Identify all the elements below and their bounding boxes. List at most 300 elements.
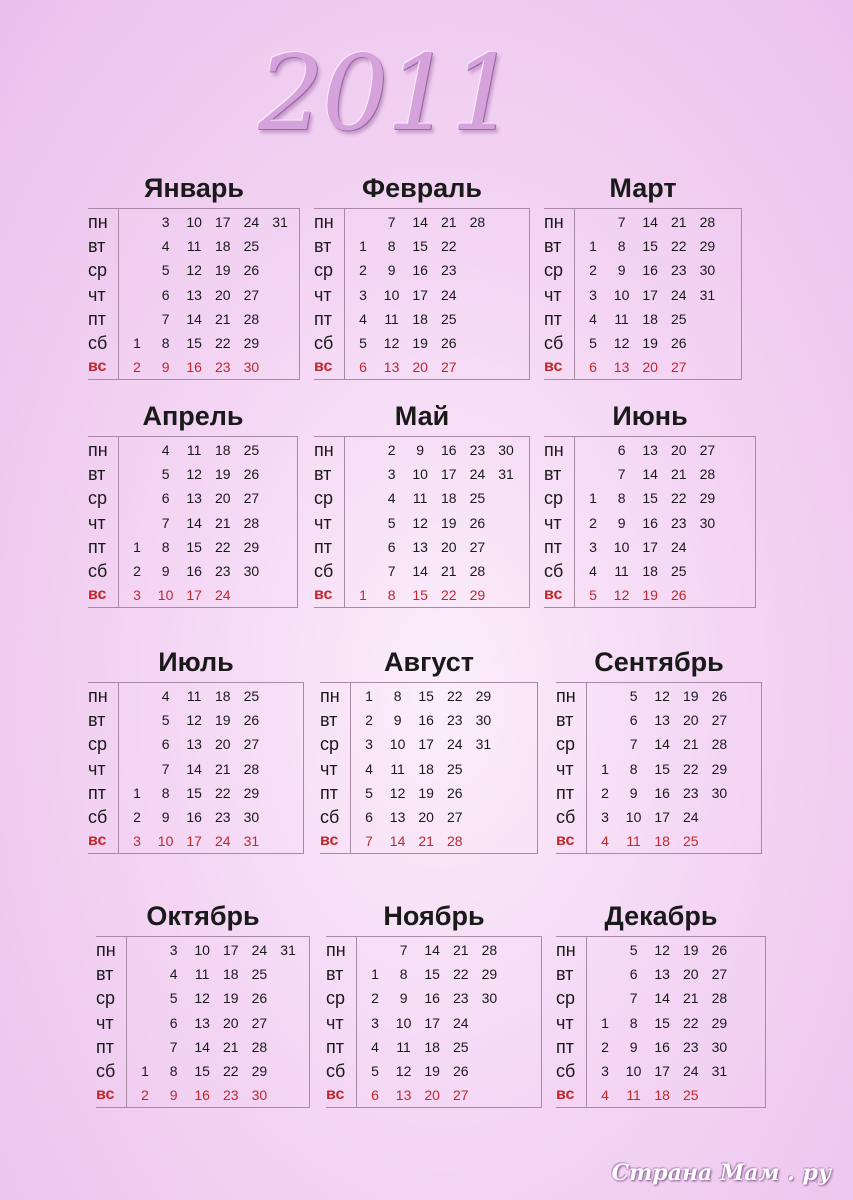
day-number: 3 — [365, 736, 373, 753]
day-number: 6 — [387, 538, 396, 555]
weekday-label: вт — [314, 236, 332, 257]
weekday-label: чт — [314, 512, 332, 533]
weekday-label: пн — [326, 940, 346, 960]
weekday-label: пн — [544, 440, 564, 460]
weekday-row — [320, 805, 538, 829]
month-day-grid — [326, 936, 542, 1108]
weekday-label: ср — [556, 734, 576, 755]
weekday-label: пн — [314, 212, 334, 232]
day-number: 22 — [223, 1063, 239, 1079]
month-title: Декабрь — [604, 901, 718, 931]
day-number: 29 — [699, 490, 716, 507]
day-number: 17 — [642, 286, 658, 303]
weekday-row — [544, 486, 756, 510]
day-number: 3 — [601, 809, 609, 825]
day-number: 10 — [625, 1063, 642, 1079]
weekday-row — [544, 258, 742, 282]
day-number: 7 — [161, 760, 170, 777]
day-number: 15 — [412, 238, 428, 255]
day-number: 7 — [629, 990, 638, 1007]
day-number: 10 — [412, 466, 428, 483]
weekday-row — [544, 331, 742, 355]
day-number: 22 — [215, 784, 231, 801]
day-number: 20 — [683, 712, 699, 729]
month-title: Ноябрь — [383, 901, 485, 931]
day-number: 8 — [393, 688, 402, 704]
weekday-label: пн — [88, 440, 108, 460]
weekday-row — [320, 732, 538, 756]
day-number: 1 — [133, 784, 141, 801]
day-number: 6 — [161, 490, 170, 507]
weekday-row — [96, 1059, 310, 1083]
day-number: 3 — [387, 466, 396, 483]
day-number: 6 — [629, 712, 638, 729]
day-number: 4 — [161, 442, 170, 458]
day-number: 26 — [453, 1063, 469, 1079]
weekday-label: ср — [88, 734, 108, 755]
weekday-label: чт — [326, 1012, 344, 1033]
weekday-row — [96, 1035, 310, 1059]
weekday-row — [314, 438, 530, 462]
day-number: 17 — [441, 466, 457, 483]
year-title: 2011 — [258, 32, 515, 154]
day-number: 25 — [453, 1038, 469, 1055]
day-number: 5 — [161, 262, 170, 279]
day-number: 25 — [469, 490, 486, 507]
day-number: 24 — [453, 1014, 469, 1031]
day-number: 2 — [141, 1087, 149, 1104]
day-number: 14 — [412, 214, 428, 230]
month-calendar — [88, 172, 300, 382]
weekday-row — [320, 757, 538, 781]
day-number: 6 — [365, 809, 373, 825]
day-number: 29 — [243, 335, 260, 351]
day-number: 22 — [441, 587, 457, 604]
day-number: 19 — [215, 466, 231, 483]
weekday-row — [96, 938, 310, 962]
weekday-label: вс — [96, 1086, 115, 1104]
weekday-label: вт — [326, 964, 344, 985]
weekday-label: чт — [88, 758, 106, 779]
day-number: 23 — [441, 262, 457, 279]
day-number: 16 — [642, 262, 658, 279]
day-number: 4 — [589, 563, 597, 579]
weekday-label: вт — [320, 710, 338, 731]
weekday-label: пн — [556, 940, 576, 960]
weekday-label: вс — [88, 832, 107, 850]
day-number: 15 — [424, 966, 440, 983]
month-title: Октябрь — [146, 901, 260, 931]
day-number: 19 — [412, 335, 428, 351]
weekday-row — [556, 781, 762, 805]
sunday-row — [326, 1083, 542, 1107]
day-number: 4 — [161, 688, 170, 704]
weekday-row — [556, 757, 762, 781]
day-number: 1 — [359, 587, 367, 604]
day-number: 12 — [654, 942, 670, 958]
day-number: 4 — [387, 490, 396, 507]
weekday-label: сб — [88, 333, 108, 353]
weekday-row — [556, 938, 766, 962]
day-number: 2 — [601, 784, 609, 801]
day-number: 9 — [161, 809, 170, 825]
day-number: 31 — [699, 286, 716, 303]
day-number: 5 — [387, 514, 396, 531]
day-number: 9 — [387, 262, 396, 279]
weekday-row — [88, 234, 300, 258]
weekday-row — [326, 1059, 542, 1083]
weekday-label: сб — [544, 333, 564, 353]
weekday-label: пн — [544, 212, 564, 232]
weekday-row — [544, 559, 756, 583]
weekday-label: ср — [314, 260, 334, 281]
weekday-label: пт — [88, 782, 106, 803]
day-number: 29 — [699, 238, 716, 255]
day-number: 17 — [186, 833, 202, 850]
weekday-label: чт — [88, 512, 106, 533]
weekday-row — [326, 986, 542, 1010]
weekday-label: ср — [556, 988, 576, 1009]
weekday-label: сб — [320, 807, 340, 827]
day-number: 13 — [654, 712, 670, 729]
weekday-row — [320, 708, 538, 732]
day-number: 19 — [223, 990, 239, 1007]
weekday-row — [88, 462, 298, 486]
sunday-row — [544, 355, 742, 379]
day-number: 1 — [371, 966, 379, 983]
day-number: 28 — [711, 736, 728, 753]
day-number: 28 — [481, 942, 498, 958]
day-number: 21 — [671, 214, 687, 230]
watermark-logo: Страна Мам . ру — [611, 1160, 831, 1186]
day-number: 16 — [186, 563, 202, 579]
weekday-label: вт — [88, 236, 106, 257]
month-title: Февраль — [362, 173, 482, 203]
weekday-label: чт — [544, 512, 562, 533]
day-number: 10 — [613, 538, 630, 555]
weekday-row — [88, 781, 304, 805]
day-number: 7 — [387, 214, 396, 230]
weekday-row — [556, 1035, 766, 1059]
day-number: 22 — [447, 688, 463, 704]
day-number: 28 — [243, 760, 260, 777]
day-number: 20 — [424, 1087, 440, 1104]
weekday-row — [88, 258, 300, 282]
day-number: 16 — [424, 990, 440, 1007]
day-number: 9 — [617, 262, 626, 279]
day-number: 15 — [194, 1063, 210, 1079]
day-number: 25 — [683, 1087, 699, 1104]
weekday-row — [314, 307, 530, 331]
day-number: 23 — [671, 514, 687, 531]
weekday-label: чт — [556, 1012, 574, 1033]
weekday-row — [544, 438, 756, 462]
day-number: 21 — [223, 1038, 239, 1055]
day-number: 27 — [243, 736, 260, 753]
day-number: 31 — [272, 214, 288, 230]
weekday-row — [326, 938, 542, 962]
weekday-row — [556, 962, 766, 986]
sunday-row — [88, 583, 298, 607]
day-number: 20 — [412, 359, 428, 376]
weekday-label: ср — [88, 260, 108, 281]
day-number: 9 — [617, 514, 626, 531]
day-number: 5 — [169, 990, 178, 1007]
weekday-label: сб — [326, 1061, 346, 1081]
weekday-row — [544, 462, 756, 486]
month-title: Сентябрь — [594, 647, 724, 677]
day-number: 6 — [161, 736, 170, 753]
day-number: 27 — [447, 809, 463, 825]
sunday-row — [88, 355, 300, 379]
day-number: 20 — [215, 736, 231, 753]
month-title: Июль — [158, 647, 234, 677]
day-number: 15 — [642, 238, 658, 255]
day-number: 12 — [389, 784, 406, 801]
weekday-label: вт — [88, 464, 106, 485]
day-number: 23 — [683, 1038, 699, 1055]
day-number: 24 — [441, 286, 457, 303]
day-number: 25 — [671, 563, 687, 579]
month-calendar — [88, 646, 304, 856]
weekday-row — [544, 234, 742, 258]
weekday-row — [88, 331, 300, 355]
day-number: 2 — [387, 442, 396, 458]
weekday-label: пн — [88, 686, 108, 706]
day-number: 18 — [412, 310, 428, 327]
month-day-grid — [544, 208, 742, 380]
weekday-row — [88, 805, 304, 829]
weekday-label: чт — [314, 284, 332, 305]
day-number: 7 — [387, 563, 396, 579]
day-number: 1 — [359, 238, 367, 255]
weekday-row — [314, 283, 530, 307]
day-number: 10 — [194, 942, 210, 958]
weekday-label: пт — [544, 308, 562, 329]
day-number: 24 — [215, 587, 231, 604]
day-number: 28 — [711, 990, 728, 1007]
day-number: 17 — [223, 942, 239, 958]
month-calendar — [544, 172, 742, 382]
weekday-row — [314, 511, 530, 535]
weekday-row — [96, 962, 310, 986]
sunday-row — [314, 355, 530, 379]
weekday-label: сб — [88, 807, 108, 827]
day-number: 11 — [186, 688, 202, 704]
day-number: 25 — [671, 310, 687, 327]
month-day-grid — [88, 682, 304, 854]
month-calendar — [314, 172, 530, 382]
weekday-label: чт — [96, 1012, 114, 1033]
weekday-label: вс — [88, 358, 107, 376]
weekday-row — [544, 210, 742, 234]
day-number: 5 — [161, 712, 170, 729]
day-number: 23 — [223, 1087, 239, 1104]
day-number: 4 — [169, 966, 178, 983]
day-number: 20 — [441, 538, 457, 555]
weekday-row — [88, 559, 298, 583]
weekday-row — [556, 1059, 766, 1083]
weekday-label: пт — [88, 536, 106, 557]
day-number: 15 — [654, 1014, 670, 1031]
sunday-row — [314, 583, 530, 607]
day-number: 16 — [186, 809, 202, 825]
weekday-row — [314, 559, 530, 583]
weekday-label: вс — [556, 1086, 575, 1104]
weekday-label: пн — [320, 686, 340, 706]
day-number: 25 — [683, 833, 699, 850]
day-number: 11 — [614, 310, 629, 327]
day-number: 18 — [418, 760, 434, 777]
weekday-label: пт — [88, 308, 106, 329]
day-number: 9 — [161, 563, 170, 579]
weekday-row — [556, 684, 762, 708]
day-number: 4 — [589, 310, 597, 327]
day-number: 13 — [186, 736, 202, 753]
weekday-row — [88, 757, 304, 781]
day-number: 23 — [215, 563, 231, 579]
day-number: 23 — [671, 262, 687, 279]
day-number: 15 — [186, 784, 202, 801]
weekday-label: вт — [314, 464, 332, 485]
weekday-label: ср — [544, 488, 564, 509]
day-number: 10 — [389, 736, 406, 753]
day-number: 19 — [642, 587, 658, 604]
day-number: 14 — [654, 990, 670, 1007]
day-number: 3 — [133, 587, 141, 604]
day-number: 8 — [629, 1014, 638, 1031]
day-number: 28 — [469, 214, 486, 230]
day-number: 8 — [387, 238, 396, 255]
day-number: 26 — [469, 514, 486, 531]
day-number: 13 — [389, 809, 406, 825]
day-number: 9 — [169, 1087, 178, 1104]
day-number: 13 — [654, 966, 670, 983]
weekday-row — [88, 210, 300, 234]
day-number: 15 — [654, 760, 670, 777]
day-number: 21 — [683, 736, 699, 753]
day-number: 14 — [412, 563, 428, 579]
sunday-row — [556, 829, 762, 853]
weekday-row — [314, 258, 530, 282]
weekday-row — [326, 1011, 542, 1035]
day-number: 18 — [223, 966, 239, 983]
day-number: 28 — [699, 466, 716, 483]
day-number: 27 — [671, 359, 687, 376]
day-number: 28 — [251, 1038, 268, 1055]
day-number: 9 — [393, 712, 402, 729]
day-number: 29 — [251, 1063, 268, 1079]
day-number: 10 — [157, 833, 174, 850]
day-number: 17 — [215, 214, 231, 230]
weekday-row — [556, 1011, 766, 1035]
day-number: 31 — [475, 736, 492, 753]
day-number: 28 — [469, 563, 486, 579]
sunday-row — [556, 1083, 766, 1107]
weekday-label: вс — [320, 832, 339, 850]
day-number: 8 — [617, 490, 626, 507]
weekday-row — [88, 732, 304, 756]
day-number: 12 — [186, 262, 202, 279]
day-number: 12 — [186, 466, 202, 483]
day-number: 19 — [215, 262, 231, 279]
day-number: 8 — [161, 335, 170, 351]
day-number: 29 — [711, 1014, 728, 1031]
weekday-row — [314, 535, 530, 559]
day-number: 1 — [141, 1063, 149, 1079]
day-number: 12 — [383, 335, 400, 351]
day-number: 10 — [625, 809, 642, 825]
day-number: 21 — [418, 833, 434, 850]
day-number: 12 — [395, 1063, 412, 1079]
day-number: 30 — [481, 990, 498, 1007]
day-number: 2 — [589, 514, 597, 531]
day-number: 20 — [418, 809, 434, 825]
weekday-label: ср — [88, 488, 108, 509]
day-number: 21 — [441, 563, 457, 579]
weekday-row — [88, 511, 298, 535]
weekday-row — [544, 307, 742, 331]
day-number: 3 — [371, 1014, 379, 1031]
day-number: 5 — [371, 1063, 379, 1079]
day-number: 12 — [186, 712, 202, 729]
weekday-row — [556, 986, 766, 1010]
day-number: 22 — [671, 490, 687, 507]
day-number: 23 — [215, 809, 231, 825]
day-number: 13 — [642, 442, 658, 458]
day-number: 11 — [194, 966, 210, 983]
day-number: 4 — [161, 238, 170, 255]
weekday-label: пт — [326, 1036, 344, 1057]
day-number: 25 — [243, 442, 260, 458]
weekday-label: чт — [556, 758, 574, 779]
day-number: 27 — [243, 490, 260, 507]
weekday-label: пт — [556, 782, 574, 803]
day-number: 22 — [671, 238, 687, 255]
day-number: 30 — [699, 262, 716, 279]
weekday-label: пт — [96, 1036, 114, 1057]
day-number: 5 — [629, 942, 638, 958]
day-number: 11 — [626, 1087, 641, 1104]
day-number: 18 — [654, 1087, 670, 1104]
day-number: 18 — [642, 310, 658, 327]
weekday-row — [88, 438, 298, 462]
day-number: 27 — [711, 712, 728, 729]
day-number: 12 — [613, 587, 630, 604]
day-number: 10 — [383, 286, 400, 303]
weekday-row — [326, 1035, 542, 1059]
weekday-label: пн — [88, 212, 108, 232]
weekday-row — [88, 708, 304, 732]
month-day-grid — [88, 436, 298, 608]
weekday-label: пт — [314, 536, 332, 557]
weekday-label: чт — [88, 284, 106, 305]
day-number: 9 — [629, 1038, 638, 1055]
weekday-label: вс — [314, 586, 333, 604]
day-number: 20 — [215, 490, 231, 507]
day-number: 13 — [186, 490, 202, 507]
day-number: 19 — [441, 514, 457, 531]
weekday-row — [314, 486, 530, 510]
day-number: 23 — [447, 712, 463, 729]
weekday-row — [88, 535, 298, 559]
day-number: 26 — [711, 942, 728, 958]
day-number: 11 — [614, 563, 629, 579]
month-day-grid — [556, 682, 762, 854]
day-number: 11 — [390, 760, 405, 777]
day-number: 2 — [371, 990, 379, 1007]
day-number: 10 — [395, 1014, 412, 1031]
